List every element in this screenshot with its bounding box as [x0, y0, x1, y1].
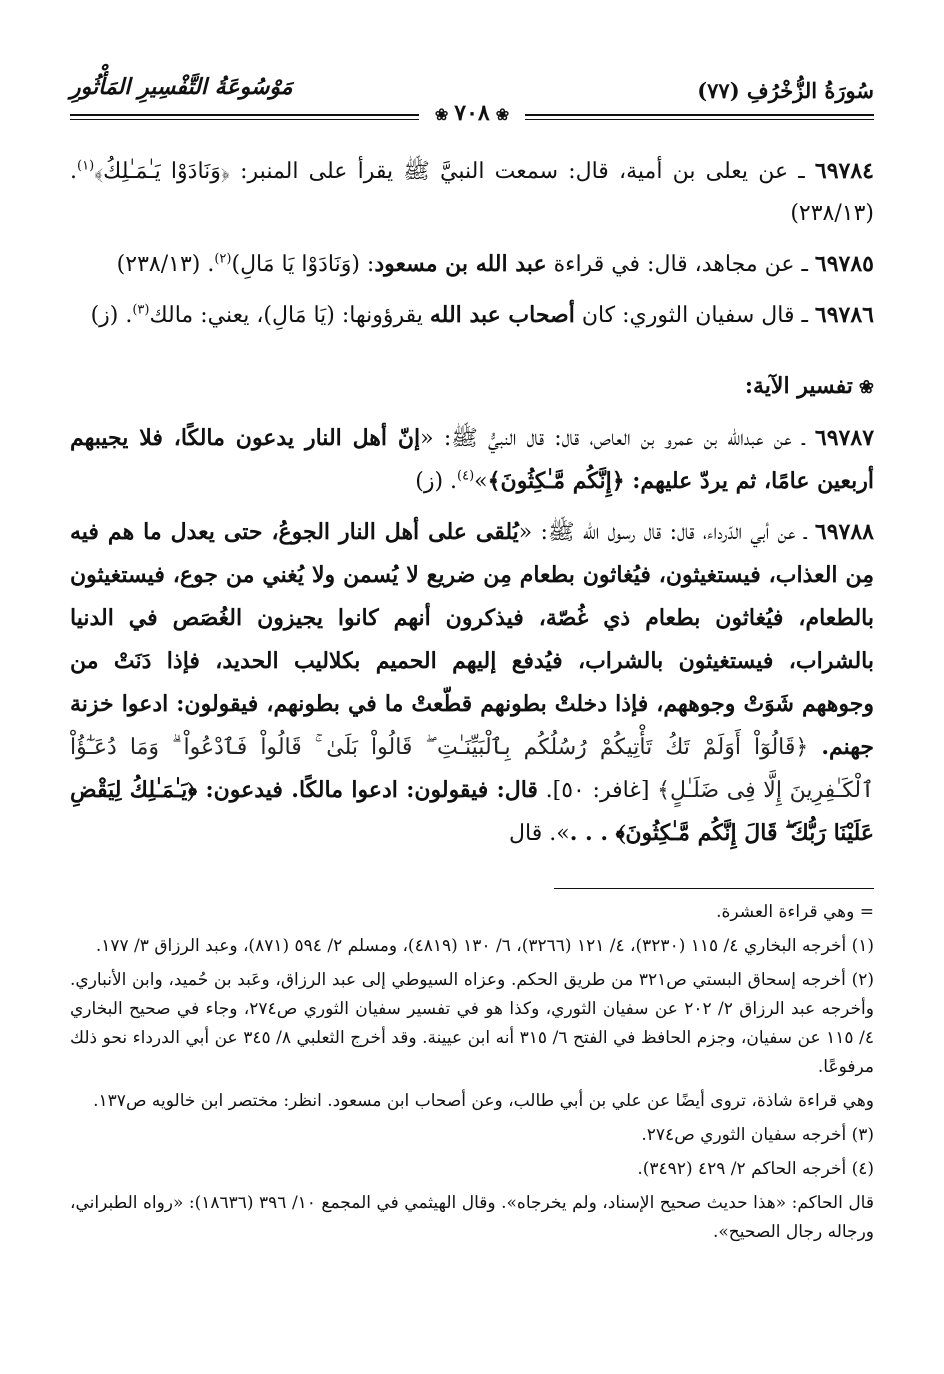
hadith-paragraph: ٦٩٧٨٧ ـ عن عبدالله بن عمرو بن العاص، قال: قال النبيُّ ﷺ: «إنّ أهل النار يدعون مالكًا، فلا يجيبهم أربعين عامًا، ثم يردّ عليهم: ﴿إِنَّكُم مَّـٰكِثُونَ﴾»$^{(٤)}$. (ز) — [70, 425, 875, 494]
footnotes — [70, 898, 874, 1252]
footnote: (٢) أخرجه إسحاق البستي ص٣٢١ من طريق الحكم. وعزاه السيوطي إلى عبد الرزاق، وعَبد بن حُميد، وابن الأنباري. وأخرجه عبد الرزاق ٢/ ٢٠٢ عن سفيان الثوري، وكذا هو في تفسير سفيان الثوري ص٢٧٤، وجاء في صحيح البخاري ٤/ ١١٥ عن سفيان، وجزم الحافظ في الفتح ٦/ ٣١٥ أنه ابن عيينة. وقد أخرج الثعلبي ٨/ ٣٤٥ عن أبي الدرداء نحو ذلك مرفوعًا. — [70, 970, 875, 1077]
flower-ornament-icon: ❀ — [495, 105, 510, 124]
book-title: مَوْسُوعَةُ التَّفْسِيرِ المَأْثُورِ — [70, 74, 293, 100]
hadith-number: ٦٩٧٨٤ — [814, 158, 874, 184]
footnote-ref: (٤) — [457, 468, 475, 484]
page-header — [70, 70, 874, 130]
footnote-ref: (٢) — [214, 251, 232, 267]
hadith-number: ٦٩٧٨٧ — [814, 425, 875, 451]
footnote-ref: (١) — [77, 158, 95, 174]
hadith-number: ٦٩٧٨٦ — [814, 302, 874, 328]
footnote: = وهي قراءة العشرة. — [716, 902, 874, 922]
surah-title: سُورَةُ الزُّخْرُفِ (٧٧) — [697, 78, 874, 103]
flower-ornament-icon: ❀ — [434, 105, 449, 124]
footnote-ref: (٣) — [132, 302, 150, 318]
footnote: (٤) أخرجه الحاكم ٢/ ٤٢٩ (٣٤٩٢). — [637, 1159, 874, 1179]
hadith-paragraph: ٦٩٧٨٨ ـ عن أبي الدّرداء، قال: قال رسول الله ﷺ: «يُلقى على أهل النار الجوعُ، حتى يعدل ما هم فيه مِن العذاب، فيستغيثون، فيُغاثون بطعام مِن ضريع لا يُسمن ولا يُغني من جوع، فيستغيثون بالطعام، فيُغاثون بطعام ذي غُصّة، فيذكرون أنهم كانوا يجيزون الغُصَص في الدنيا بالشراب، فيستغيثون بالشراب، فيُدفع إليهم الحميم بكلاليب الحديد، فإذا دَنَتْ من وجوههم شَوَتْ وجوههم، فإذا دخلتْ بطونهم قطّعتْ ما في بطونهم، فيقولون: ادعوا خزنة جهنم. ﴿قَالُوٓاْ أَوَلَمْ تَكُ تَأْتِيكُمْ رُسُلُكُم بِٱلْبَيِّنَـٰتِ ۖ قَالُواْ بَلَىٰ ۚ قَالُواْ فَٱدْعُواْ ۗ وَمَا دُعَـٰٓؤُاْ ٱلْكَـٰفِرِينَ إِلَّا فِى ضَلَـٰلٍ﴾ [غافر: ٥٠]. قال: فيقولون: ادعوا مالكًا. فيدعون: ﴿يَـٰمَـٰلِكُ لِيَقْضِ عَلَيْنَا رَبُّكَ ۖ قَالَ إِنَّكُم مَّـٰكِثُونَ﴾ . . .». قال — [70, 519, 874, 846]
hadith-number: ٦٩٧٨٨ — [814, 519, 874, 545]
footnote-separator — [554, 888, 874, 889]
footnote: قال الحاكم: «هذا حديث صحيح الإسناد، ولم يخرجاه». وقال الهيثمي في المجمع ١٠/ ٣٩٦ (١٨٦٣٦): «رواه الطبراني، ورجاله رجال الصحيح». — [70, 1193, 874, 1242]
section-heading: ❀تفسير الآية: — [744, 373, 874, 399]
page-number — [419, 100, 525, 126]
main-text — [70, 150, 874, 863]
footnote: (٣) أخرجه سفيان الثوري ص٢٧٤. — [641, 1125, 874, 1145]
footnote: (١) أخرجه البخاري ٤/ ١١٥ (٣٢٣٠)، ٤/ ١٢١ (٣٢٦٦)، ٦/ ١٣٠ (٤٨١٩)، ومسلم ٢/ ٥٩٤ (٨٧١)، وعبد الرزاق ٣/ ١٧٧. — [95, 936, 874, 956]
flower-ornament-icon: ❀ — [858, 377, 874, 398]
hadith-number: ٦٩٧٨٥ — [814, 251, 874, 277]
hadith-paragraph: ٦٩٧٨٦ ـ قال سفيان الثوري: كان أصحاب عبد الله يقرؤونها: (يَا مَالِ)، يعني: مالك$^{(٣)}$. (ز) — [90, 302, 874, 328]
verse-reference: [غافر: ٥٠]. — [537, 778, 650, 803]
hadith-paragraph: ٦٩٧٨٤ ـ عن يعلى بن أمية، قال: سمعت النبيَّ ﷺ يقرأ على المنبر: ﴿وَنَادَوْا يَـٰمَـٰلِكُ﴾$^{(١)}$. (٢٣٨/١٣) — [70, 158, 874, 226]
footnote: وهي قراءة شاذة، تروى أيضًا عن علي بن أبي طالب، وعن أصحاب ابن مسعود. انظر: مختصر ابن خالويه ص١٣٧. — [93, 1091, 874, 1111]
hadith-paragraph: ٦٩٧٨٥ ـ عن مجاهد، قال: في قراءة عبد الله بن مسعود: (وَنَادَوْا يَا مَالِ)$^{(٢)}$. (٢٣٨/١٣) — [116, 251, 874, 277]
page-number-text: ٧٠٨ — [454, 100, 490, 126]
quran-verse: ﴿قَالُوٓاْ أَوَلَمْ تَكُ تَأْتِيكُمْ رُسُلُكُم بِٱلْبَيِّنَـٰتِ ۖ قَالُواْ بَلَىٰ ۚ قَالُواْ فَٱدْعُواْ ۗ وَمَا دُعَـٰٓؤُاْ ٱلْكَـٰفِرِينَ إِلَّا فِى ضَلَـٰلٍ﴾ — [70, 735, 874, 803]
